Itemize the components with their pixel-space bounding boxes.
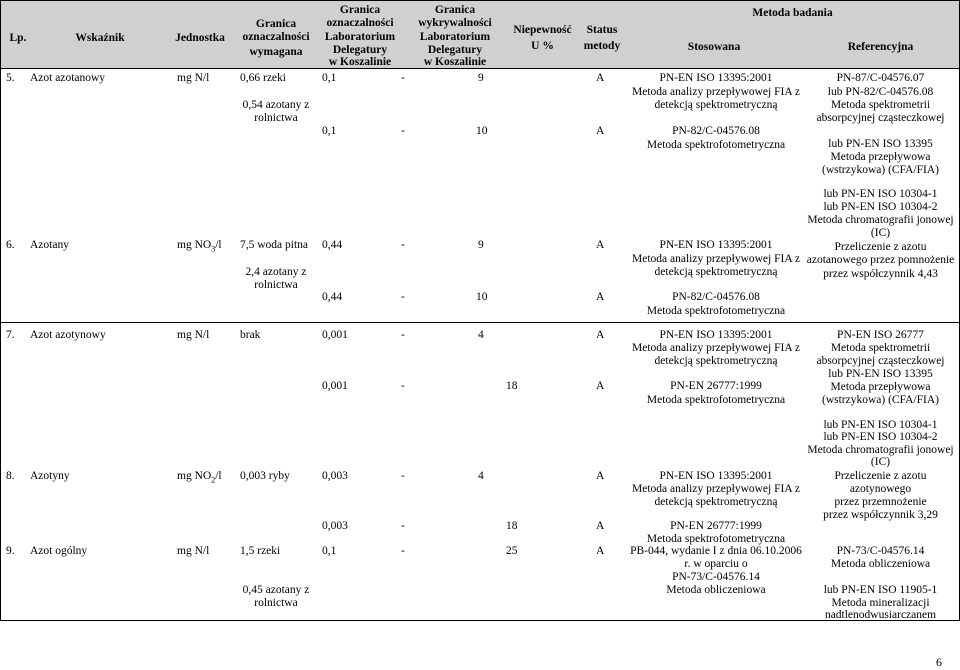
row5b-method-2: Metoda spektrofotometryczna (646, 139, 786, 151)
row9-lp: 9. (6, 545, 15, 557)
row6b-method-1: PN-82/C-04576.08 (672, 291, 760, 303)
row8-ref-1: Przeliczenie z azotu (834, 470, 927, 482)
header-wskaznik: Wskaźnik (75, 32, 125, 44)
row8-name: Azotyny (30, 470, 70, 482)
row5-ref-6: lub PN-EN ISO 13395 (828, 138, 933, 150)
row5-lp: 5. (6, 72, 15, 84)
row5a-method-2: Metoda analizy przepływowej FIA z (632, 86, 800, 98)
row6a-status: A (596, 239, 605, 251)
header-granica-lab-2: oznaczalności (326, 17, 394, 29)
row9a-method-1: PB-044, wydanie I z dnia 06.10.2006 (630, 545, 802, 557)
row8a-method-3: detekcją spektrometryczną (654, 496, 778, 508)
row5a-method-1: PN-EN ISO 13395:2001 (659, 72, 773, 84)
row6b-wykr: - (401, 291, 405, 303)
header-niepewnosc-2: U % (531, 40, 554, 52)
row7-ref-2: Metoda spektrometrii (830, 342, 931, 354)
row9a-method-3: PN-73/C-04576.14 (672, 571, 760, 583)
row9-unit: mg N/l (177, 545, 210, 557)
header-granica-lab-5: w Koszalinie (328, 56, 392, 68)
row7a-status: A (596, 329, 605, 341)
row7a-niep: 4 (478, 329, 484, 341)
row6a-method-2: Metoda analizy przepływowej FIA z (632, 253, 800, 265)
header-granica-wymagana-1: Granica (255, 18, 297, 30)
header-referencyjna: Referencyjna (847, 41, 914, 53)
row7-lp: 7. (6, 329, 15, 341)
row8b-status: A (596, 520, 605, 532)
header-granica-wykr-1: Granica (434, 4, 476, 16)
row6b-lab: 0,44 (322, 291, 343, 303)
row7b-wykr: - (401, 380, 405, 392)
header-stosowana: Stosowana (687, 41, 741, 53)
row7-ref-1: PN-EN ISO 26777 (837, 329, 924, 341)
table-left-rule (0, 0, 1, 621)
header-granica-wykr-5: w Koszalinie (423, 56, 487, 68)
row6b-method-2: Metoda spektrofotometryczna (646, 305, 786, 317)
row5-ref-4: absorpcyjnej cząsteczkowej (816, 112, 945, 124)
row8-ref-3: przez przemnożenie (834, 496, 927, 508)
header-granica-wykr-2: wykrywalności (418, 17, 492, 29)
row5-ref-2: lub PN-82/C-04576.08 (827, 86, 934, 98)
row8b-method-2: Metoda spektrofotometryczna (646, 533, 786, 545)
row5-unit: mg N/l (177, 72, 210, 84)
header-status-2: metody (583, 40, 621, 52)
row5-ref-7: Metoda przepływowa (830, 151, 931, 163)
header-metoda-badania: Metoda badania (752, 7, 833, 19)
row6-ref-1: Przeliczenie z azotu (834, 241, 927, 253)
header-jednostka: Jednostka (175, 32, 225, 44)
row7b-lab: 0,001 (322, 380, 348, 392)
row6-ref-2: azotanowego przez pomnożenie (806, 254, 955, 266)
row6b-niep: 10 (476, 291, 488, 303)
row6a-method-3: detekcją spektrometryczną (654, 266, 778, 278)
row9a-niep: 25 (506, 545, 518, 557)
row9-name: Azot ogólny (30, 545, 88, 557)
row5a-lab: 0,1 (322, 72, 337, 84)
table-top-rule (0, 0, 960, 1)
row7-ref-6: (wstrzykowa) (CFA/FIA) (821, 394, 939, 406)
row9-ref-5: Metoda mineralizacji (831, 597, 930, 609)
row6-unit (177, 239, 222, 252)
header-granica-wymagana-3: wymagana (249, 46, 303, 58)
row5-ref-13: (IC) (870, 227, 891, 239)
row5-ref-12: Metoda chromatografii jonowej (807, 214, 954, 226)
header-granica-wykr-3: Laboratorium (419, 31, 491, 43)
row8-req1: 0,003 ryby (240, 470, 290, 482)
row7b-status: A (596, 380, 605, 392)
row5-ref-10: lub PN-EN ISO 10304-1 (823, 188, 938, 200)
row7-ref-10: Metoda chromatografii jonowej (807, 444, 954, 456)
row8-ref-4: przez współczynnik 3,29 (823, 509, 938, 521)
row6a-wykr: - (401, 239, 405, 251)
row7b-method-1: PN-EN 26777:1999 (670, 380, 762, 392)
row7a-method-3: detekcją spektrometryczną (654, 355, 778, 367)
row5-req2-line2: rolnictwa (254, 112, 298, 124)
row5a-niep: 9 (478, 72, 484, 84)
row5b-lab: 0,1 (322, 125, 337, 137)
row5-ref-1: PN-87/C-04576.07 (836, 72, 925, 84)
header-niepewnosc-1: Niepewność (513, 24, 572, 36)
row9-req2-line1: 0,45 azotany z (242, 584, 310, 596)
row7-ref-9: lub PN-EN ISO 10304-2 (823, 431, 938, 443)
row5-name: Azot azotanowy (30, 72, 106, 84)
row8b-method-1: PN-EN 26777:1999 (670, 520, 762, 532)
row6-req2-line2: rolnictwa (254, 279, 298, 291)
row7-ref-3: absorpcyjnej cząsteczkowej (816, 355, 945, 367)
header-lp: Lp. (9, 32, 27, 44)
row7-ref-8: lub PN-EN ISO 10304-1 (823, 419, 938, 431)
row8-ref-2: azotynowego (849, 483, 912, 495)
row7-req1: brak (240, 329, 261, 341)
row9a-method-2: r. w oparciu o (684, 558, 748, 570)
row7-ref-5: Metoda przepływowa (830, 381, 931, 393)
header-granica-wymagana-2: oznaczalności (242, 31, 310, 43)
row6-req1: 7,5 woda pitna (240, 239, 309, 251)
row7b-niep: 18 (506, 380, 518, 392)
row8-unit-tail: /l (215, 470, 222, 482)
row8a-niep: 4 (478, 470, 484, 482)
row7-ref-4: lub PN-EN ISO 13395 (828, 368, 933, 380)
header-granica-lab-3: Laboratorium (324, 31, 396, 43)
row9-ref-2: Metoda obliczeniowa (830, 558, 931, 570)
row9-req2-line2: rolnictwa (254, 597, 298, 609)
row7a-method-1: PN-EN ISO 13395:2001 (659, 329, 773, 341)
row6-name: Azotany (30, 239, 69, 251)
row6a-lab: 0,44 (322, 239, 343, 251)
row7-name: Azot azotynowy (30, 329, 106, 341)
row8a-method-2: Metoda analizy przepływowej FIA z (632, 483, 800, 495)
row5b-status: A (596, 125, 605, 137)
row5b-method-1: PN-82/C-04576.08 (672, 125, 760, 137)
row5a-status: A (596, 72, 605, 84)
row6-unit-sub: 3 (211, 244, 216, 254)
row9-ref-4: lub PN-EN ISO 11905-1 (823, 584, 938, 596)
row6-req2-line1: 2,4 azotany z (245, 266, 307, 278)
row9a-wykr: - (401, 545, 405, 557)
row8-lp: 8. (6, 470, 15, 482)
row7b-method-2: Metoda spektrofotometryczna (646, 394, 786, 406)
row8-unit-sub: 2 (211, 475, 216, 485)
row8b-niep: 18 (506, 520, 518, 532)
header-status-1: Status (586, 24, 618, 36)
row6-lp: 6. (6, 239, 15, 251)
row7a-method-2: Metoda analizy przepływowej FIA z (632, 342, 800, 354)
row5-ref-3: Metoda spektrometrii (830, 99, 931, 111)
row5-ref-8: (wstrzykowa) (CFA/FIA) (821, 164, 939, 176)
row9-req1: 1,5 rzeki (240, 545, 281, 557)
row8a-lab: 0,003 (322, 470, 348, 482)
row9-ref-6: nadtlenodwusiarczanem (824, 609, 937, 621)
row8b-lab: 0,003 (322, 520, 348, 532)
row-divider-6-7 (0, 322, 960, 323)
row5a-method-3: detekcją spektrometryczną (654, 99, 778, 111)
row6a-method-1: PN-EN ISO 13395:2001 (659, 239, 773, 251)
row8a-wykr: - (401, 470, 405, 482)
row6-ref-3: przez współczynnik 4,43 (823, 268, 938, 280)
row8-unit-main: mg NO (177, 470, 212, 482)
row8a-status: A (596, 470, 605, 482)
row7-ref-11: (IC) (870, 456, 891, 468)
header-granica-wykr-4: Delegatury (427, 44, 483, 56)
row5-req1: 0,66 rzeki (240, 72, 286, 84)
row6a-niep: 9 (478, 239, 484, 251)
header-granica-lab-4: Delegatury (332, 44, 388, 56)
row5a-wykr: - (401, 72, 405, 84)
row6b-status: A (596, 291, 605, 303)
row7-unit: mg N/l (177, 329, 210, 341)
row9a-method-4: Metoda obliczeniowa (666, 584, 766, 596)
row5b-wykr: - (401, 125, 405, 137)
row5-req2-line1: 0,54 azotany z (242, 99, 310, 111)
row9a-lab: 0,1 (322, 545, 337, 557)
row8b-wykr: - (401, 520, 405, 532)
row6-unit-main: mg NO (177, 239, 212, 251)
row7a-wykr: - (401, 329, 405, 341)
page-number: 6 (936, 655, 942, 669)
row5-ref-11: lub PN-EN ISO 10304-2 (823, 201, 938, 213)
row5b-niep: 10 (476, 125, 488, 137)
row8-unit (177, 470, 222, 483)
row7a-lab: 0,001 (322, 329, 348, 341)
header-granica-lab-1: Granica (339, 4, 381, 16)
row6-unit-tail: /l (215, 239, 222, 251)
row9-ref-1: PN-73/C-04576.14 (836, 545, 925, 557)
row8a-method-1: PN-EN ISO 13395:2001 (659, 470, 773, 482)
row9a-status: A (596, 545, 605, 557)
